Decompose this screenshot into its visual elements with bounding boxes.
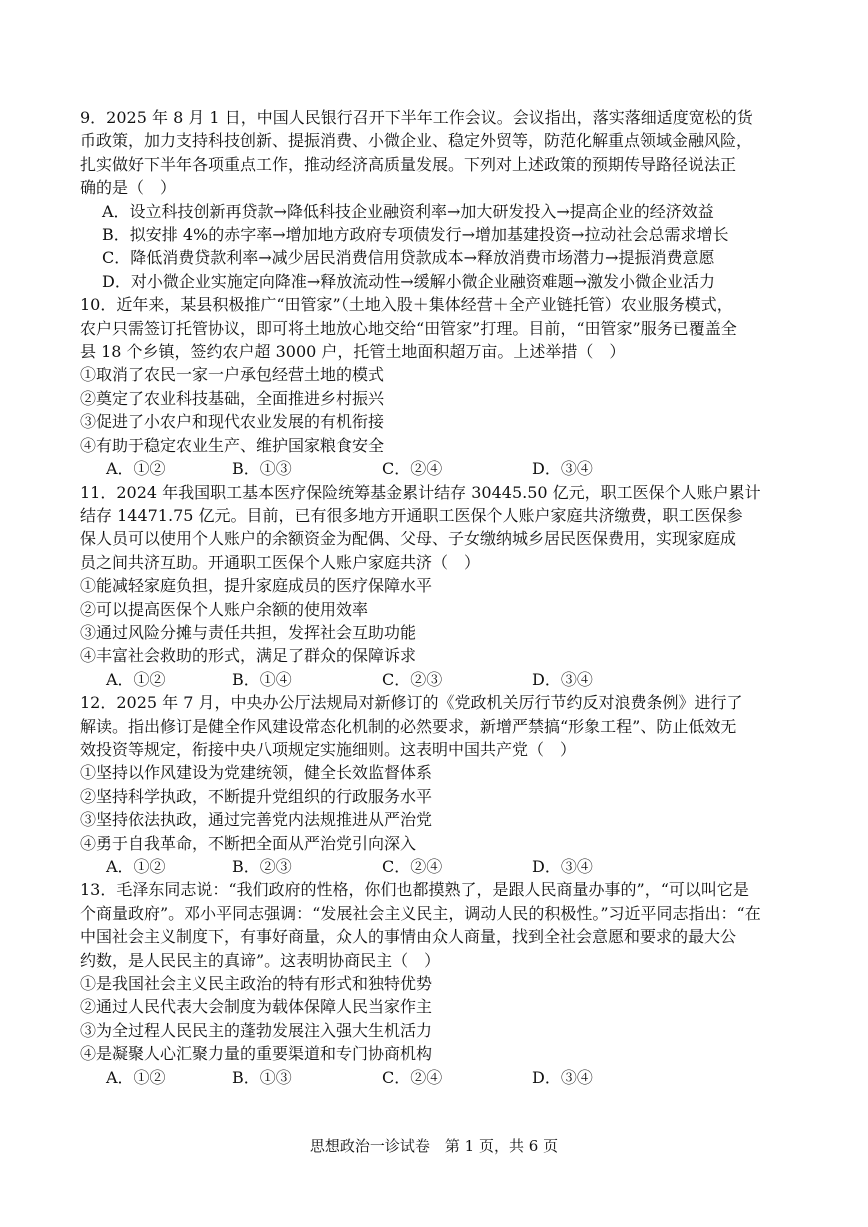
- choice-b: B．①③: [232, 459, 292, 479]
- choice-b: B．①③: [232, 1067, 292, 1087]
- choice-a: A．①②: [106, 1067, 166, 1087]
- choice-d: D．③④: [532, 669, 593, 689]
- option-a: A．设立科技创新再贷款→降低科技企业融资利率→加大研发投入→提高企业的经济效益: [102, 201, 714, 221]
- question-stem-line: 11．2024 年我国职工基本医疗保险统筹基金累计结存 30445.50 亿元，职工医保个人账户累计: [80, 482, 761, 502]
- answer-choices: [80, 457, 792, 480]
- choice-d: D．③④: [532, 459, 593, 479]
- question-stem-line: 保人员可以使用个人账户的余额资金为配偶、父母、子女缴纳城乡居民医保费用，实现家庭成: [80, 529, 737, 549]
- choice-a: A．①②: [106, 669, 166, 689]
- question-stem-line: 9．2025 年 8 月 1 日，中国人民银行召开下半年工作会议。会议指出，落实落细适度宽松的货: [80, 108, 753, 127]
- choice-c: C．②④: [382, 459, 443, 479]
- statement-item: ①能减轻家庭负担，提升家庭成员的医疗保障水平: [80, 576, 433, 596]
- exam-page: [80, 106, 792, 1089]
- question-stem-line: 13．毛泽东同志说：“我们政府的性格，你们也都摸熟了，是跟人民商量办事的”，“可以叫它是: [80, 880, 749, 900]
- question-stem-line: 约数，是人民民主的真谛”。这表明协商民主（ ）: [80, 950, 441, 970]
- choice-b: B．①④: [232, 669, 292, 689]
- statement-item: ③坚持依法执政，通过完善党内法规推进从严治党: [80, 810, 433, 830]
- statement-item: ①是我国社会主义民主政治的特有形式和独特优势: [80, 974, 433, 994]
- question-stem-line: 县 18 个乡镇，签约农户超 3000 户，托管土地面积超万亩。上述举措（ ）: [80, 342, 626, 362]
- question-stem-line: 10．近年来，某县积极推广“田管家”（土地入股＋集体经营＋全产业链托管）农业服务模式，: [80, 295, 733, 315]
- statement-item: ②坚持科学执政，不断提升党组织的行政服务水平: [80, 786, 433, 806]
- statement-item: ③促进了小农户和现代农业发展的有机衔接: [80, 412, 385, 432]
- question-stem-line: 扎实做好下半年各项重点工作，推动经济高质量发展。下列对上述政策的预期传导路径说法正: [80, 154, 737, 174]
- choice-d: D．③④: [532, 1067, 593, 1087]
- question-13: [80, 878, 792, 1089]
- question-stem-line: 农户只需签订托管协议，即可将土地放心地交给“田管家”打理。目前，“田管家”服务已覆盖全: [80, 318, 737, 338]
- choice-a: A．①②: [106, 857, 166, 876]
- choice-d: D．③④: [532, 857, 593, 876]
- question-stem-line: 中国社会主义制度下，有事好商量，众人的事情由众人商量，找到全社会意愿和要求的最大公: [80, 927, 737, 947]
- statement-item: ③为全过程人民民主的蓬勃发展注入强大生机活力: [80, 1020, 433, 1040]
- statement-item: ②奠定了农业科技基础，全面推进乡村振兴: [80, 388, 385, 408]
- question-9: [80, 106, 792, 293]
- statement-item: ④丰富社会救助的形式，满足了群众的保障诉求: [80, 646, 417, 666]
- option-c: C．降低消费贷款利率→减少居民消费信用贷款成本→释放消费市场潜力→提振消费意愿: [102, 248, 715, 268]
- page-footer: 思想政治一诊试卷 第 1 页，共 6 页: [309, 1137, 559, 1155]
- option-d: D．对小微企业实施定向降准→释放流动性→缓解小微企业融资难题→激发小微企业活力: [102, 271, 716, 291]
- answer-choices: [80, 855, 792, 878]
- question-stem-line: 解读。指出修订是健全作风建设常态化机制的必然要求，新增严禁搞“形象工程”、防止低效无: [80, 716, 737, 736]
- question-stem-line: 个商量政府”。邓小平同志强调：“发展社会主义民主，调动人民的积极性。”习近平同志指出：“在: [80, 903, 761, 923]
- choice-c: C．②④: [382, 1067, 443, 1087]
- question-stem-line: 确的是（ ）: [80, 178, 177, 198]
- question-11: [80, 481, 792, 692]
- question-stem-line: 12．2025 年 7 月，中央办公厅法规局对新修订的《党政机关厉行节约反对浪费条例》进行了: [80, 693, 743, 713]
- answer-choices: [80, 1066, 792, 1089]
- option-b: B．拟安排 4%的赤字率→增加地方政府专项债发行→增加基建投资→拉动社会总需求增长: [102, 225, 729, 245]
- statement-item: ①坚持以作风建设为党建统领，健全长效监督体系: [80, 763, 433, 783]
- question-stem-line: 效投资等规定，衔接中央八项规定实施细则。这表明中国共产党（ ）: [80, 739, 577, 759]
- choice-a: A．①②: [106, 459, 166, 479]
- statement-item: ④是凝聚人心汇聚力量的重要渠道和专门协商机构: [80, 1044, 433, 1064]
- question-stem-line: 结存 14471.75 亿元。目前，已有很多地方开通职工医保个人账户家庭共济缴费，职工医保参: [80, 505, 743, 525]
- question-10: [80, 293, 792, 480]
- question-stem-line: 币政策，加力支持科技创新、提振消费、小微企业、稳定外贸等，防范化解重点领域金融风险，: [80, 131, 753, 151]
- question-stem-line: 员之间共济互助。开通职工医保个人账户家庭共济（ ）: [80, 552, 481, 572]
- statement-item: ④有助于稳定农业生产、维护国家粮食安全: [80, 435, 385, 455]
- statement-item: ③通过风险分摊与责任共担，发挥社会互助功能: [80, 622, 417, 642]
- answer-choices: [80, 668, 792, 691]
- statement-item: ④勇于自我革命，不断把全面从严治党引向深入: [80, 833, 417, 853]
- choice-b: B．②③: [232, 857, 292, 876]
- choice-c: C．②③: [382, 669, 443, 689]
- statement-item: ②可以提高医保个人账户余额的使用效率: [80, 599, 369, 619]
- statement-item: ①取消了农民一家一户承包经营土地的模式: [80, 365, 385, 385]
- question-12: [80, 691, 792, 878]
- choice-c: C．②④: [382, 857, 443, 876]
- statement-item: ②通过人民代表大会制度为载体保障人民当家作主: [80, 997, 433, 1017]
